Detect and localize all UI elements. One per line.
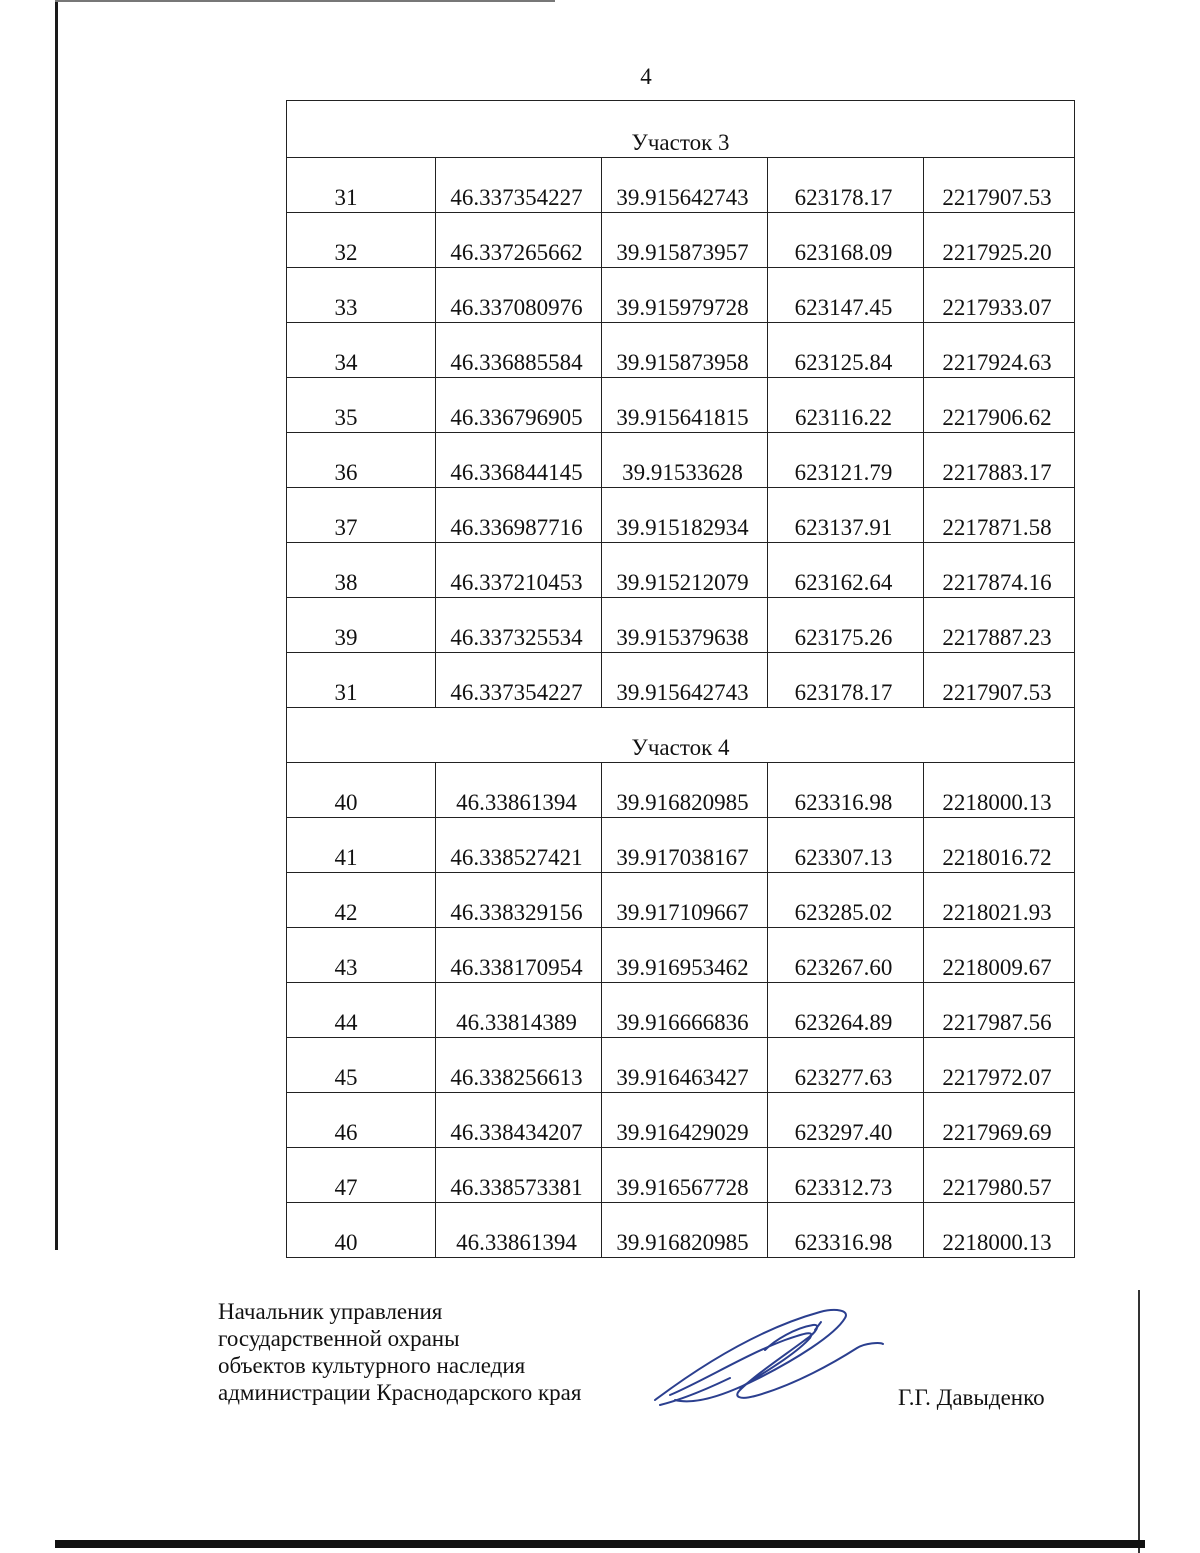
- longitude-cell: 39.915642743: [602, 158, 768, 213]
- y-coordinate-cell: 2217925.20: [924, 213, 1075, 268]
- point-number-cell: 38: [287, 543, 436, 598]
- table-row: [287, 818, 1075, 873]
- y-coordinate-cell: 2217907.53: [924, 158, 1075, 213]
- x-coordinate-cell: 623137.91: [768, 488, 924, 543]
- latitude-cell: 46.33814389: [436, 983, 602, 1038]
- section-header-row: [287, 708, 1075, 763]
- x-coordinate-cell: 623316.98: [768, 763, 924, 818]
- x-coordinate-cell: 623285.02: [768, 873, 924, 928]
- latitude-cell: 46.337354227: [436, 653, 602, 708]
- scan-edge-left: [55, 0, 58, 1250]
- point-number-cell: 39: [287, 598, 436, 653]
- y-coordinate-cell: 2217871.58: [924, 488, 1075, 543]
- x-coordinate-cell: 623312.73: [768, 1148, 924, 1203]
- signer-position-line: Начальник управления: [218, 1299, 443, 1324]
- y-coordinate-cell: 2217933.07: [924, 268, 1075, 323]
- x-coordinate-cell: 623162.64: [768, 543, 924, 598]
- y-coordinate-cell: 2217883.17: [924, 433, 1075, 488]
- signer-position-line: объектов культурного наследия: [218, 1353, 526, 1378]
- y-coordinate-cell: 2218009.67: [924, 928, 1075, 983]
- latitude-cell: 46.338329156: [436, 873, 602, 928]
- latitude-cell: 46.338170954: [436, 928, 602, 983]
- scan-edge-bottom: [55, 1540, 1145, 1548]
- y-coordinate-cell: 2218000.13: [924, 1203, 1075, 1258]
- table-row: [287, 158, 1075, 213]
- x-coordinate-cell: 623175.26: [768, 598, 924, 653]
- section-header-row: [287, 101, 1075, 158]
- point-number-cell: 36: [287, 433, 436, 488]
- point-number-cell: 47: [287, 1148, 436, 1203]
- x-coordinate-cell: 623316.98: [768, 1203, 924, 1258]
- longitude-cell: 39.916429029: [602, 1093, 768, 1148]
- x-coordinate-cell: 623116.22: [768, 378, 924, 433]
- point-number-cell: 40: [287, 763, 436, 818]
- longitude-cell: 39.915641815: [602, 378, 768, 433]
- longitude-cell: 39.915979728: [602, 268, 768, 323]
- point-number-cell: 45: [287, 1038, 436, 1093]
- y-coordinate-cell: 2217907.53: [924, 653, 1075, 708]
- longitude-cell: 39.916463427: [602, 1038, 768, 1093]
- point-number-cell: 31: [287, 158, 436, 213]
- table-row: [287, 323, 1075, 378]
- y-coordinate-cell: 2217887.23: [924, 598, 1075, 653]
- x-coordinate-cell: 623125.84: [768, 323, 924, 378]
- x-coordinate-cell: 623168.09: [768, 213, 924, 268]
- longitude-cell: 39.915212079: [602, 543, 768, 598]
- scan-edge-top: [55, 0, 555, 2]
- latitude-cell: 46.337325534: [436, 598, 602, 653]
- longitude-cell: 39.915873958: [602, 323, 768, 378]
- y-coordinate-cell: 2217906.62: [924, 378, 1075, 433]
- section-title: Участок 4: [287, 708, 1075, 763]
- table-row: [287, 763, 1075, 818]
- table-row: [287, 598, 1075, 653]
- x-coordinate-cell: 623178.17: [768, 653, 924, 708]
- longitude-cell: 39.916953462: [602, 928, 768, 983]
- latitude-cell: 46.338527421: [436, 818, 602, 873]
- coordinates-table: [286, 100, 1075, 1258]
- y-coordinate-cell: 2218000.13: [924, 763, 1075, 818]
- handwritten-signature: [645, 1300, 885, 1420]
- y-coordinate-cell: 2217874.16: [924, 543, 1075, 598]
- x-coordinate-cell: 623277.63: [768, 1038, 924, 1093]
- longitude-cell: 39.916820985: [602, 763, 768, 818]
- latitude-cell: 46.33861394: [436, 1203, 602, 1258]
- longitude-cell: 39.916567728: [602, 1148, 768, 1203]
- latitude-cell: 46.338256613: [436, 1038, 602, 1093]
- point-number-cell: 37: [287, 488, 436, 543]
- section-title: Участок 3: [287, 101, 1075, 158]
- latitude-cell: 46.337080976: [436, 268, 602, 323]
- y-coordinate-cell: 2218021.93: [924, 873, 1075, 928]
- point-number-cell: 46: [287, 1093, 436, 1148]
- latitude-cell: 46.336885584: [436, 323, 602, 378]
- table-row: [287, 1148, 1075, 1203]
- point-number-cell: 41: [287, 818, 436, 873]
- latitude-cell: 46.336844145: [436, 433, 602, 488]
- point-number-cell: 43: [287, 928, 436, 983]
- point-number-cell: 42: [287, 873, 436, 928]
- coordinates-table-body: [287, 101, 1075, 1258]
- latitude-cell: 46.337354227: [436, 158, 602, 213]
- signer-position: [218, 1298, 581, 1406]
- x-coordinate-cell: 623147.45: [768, 268, 924, 323]
- signer-position-line: администрации Краснодарского края: [218, 1380, 582, 1405]
- longitude-cell: 39.915642743: [602, 653, 768, 708]
- signer-position-line: государственной охраны: [218, 1326, 460, 1351]
- point-number-cell: 33: [287, 268, 436, 323]
- table-row: [287, 543, 1075, 598]
- table-row: [287, 1203, 1075, 1258]
- table-row: [287, 873, 1075, 928]
- longitude-cell: 39.916666836: [602, 983, 768, 1038]
- longitude-cell: 39.91533628: [602, 433, 768, 488]
- page-number: 4: [640, 64, 652, 89]
- latitude-cell: 46.338434207: [436, 1093, 602, 1148]
- scan-edge-right: [1138, 1290, 1140, 1553]
- longitude-cell: 39.915182934: [602, 488, 768, 543]
- y-coordinate-cell: 2217924.63: [924, 323, 1075, 378]
- y-coordinate-cell: 2217972.07: [924, 1038, 1075, 1093]
- x-coordinate-cell: 623307.13: [768, 818, 924, 873]
- point-number-cell: 40: [287, 1203, 436, 1258]
- x-coordinate-cell: 623121.79: [768, 433, 924, 488]
- latitude-cell: 46.338573381: [436, 1148, 602, 1203]
- signer-name: Г.Г. Давыденко: [898, 1385, 1045, 1410]
- y-coordinate-cell: 2217987.56: [924, 983, 1075, 1038]
- longitude-cell: 39.917038167: [602, 818, 768, 873]
- latitude-cell: 46.336987716: [436, 488, 602, 543]
- latitude-cell: 46.336796905: [436, 378, 602, 433]
- table-row: [287, 433, 1075, 488]
- table-row: [287, 378, 1075, 433]
- table-row: [287, 928, 1075, 983]
- longitude-cell: 39.915873957: [602, 213, 768, 268]
- table-row: [287, 1038, 1075, 1093]
- latitude-cell: 46.337210453: [436, 543, 602, 598]
- table-row: [287, 213, 1075, 268]
- longitude-cell: 39.915379638: [602, 598, 768, 653]
- point-number-cell: 31: [287, 653, 436, 708]
- x-coordinate-cell: 623178.17: [768, 158, 924, 213]
- point-number-cell: 44: [287, 983, 436, 1038]
- x-coordinate-cell: 623264.89: [768, 983, 924, 1038]
- table-row: [287, 488, 1075, 543]
- point-number-cell: 35: [287, 378, 436, 433]
- latitude-cell: 46.33861394: [436, 763, 602, 818]
- point-number-cell: 32: [287, 213, 436, 268]
- latitude-cell: 46.337265662: [436, 213, 602, 268]
- table-row: [287, 653, 1075, 708]
- y-coordinate-cell: 2218016.72: [924, 818, 1075, 873]
- x-coordinate-cell: 623267.60: [768, 928, 924, 983]
- longitude-cell: 39.916820985: [602, 1203, 768, 1258]
- y-coordinate-cell: 2217980.57: [924, 1148, 1075, 1203]
- point-number-cell: 34: [287, 323, 436, 378]
- table-row: [287, 268, 1075, 323]
- longitude-cell: 39.917109667: [602, 873, 768, 928]
- table-row: [287, 1093, 1075, 1148]
- x-coordinate-cell: 623297.40: [768, 1093, 924, 1148]
- y-coordinate-cell: 2217969.69: [924, 1093, 1075, 1148]
- table-row: [287, 983, 1075, 1038]
